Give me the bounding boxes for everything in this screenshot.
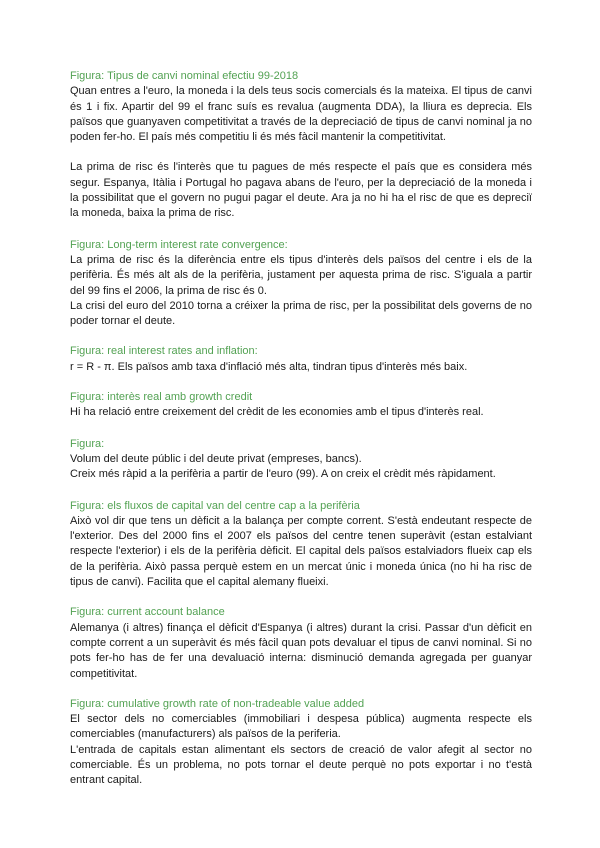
paragraph: Alemanya (i altres) finança el dèficit d'Espanya (i altres) durant la crisi. Passar d'un dèficit en compte corrent a un superàvit és més fàcil quan pots devaluar el tipus de canvi nominal. Si no pots fer-ho has de fer una devaluació interna: disminució demanda agregada per guanyar competitivitat.	[70, 621, 532, 680]
paragraph: Volum del deute públic i del deute privat (empreses, bancs).	[70, 452, 362, 465]
figure-heading: Figura:	[70, 437, 105, 450]
section-volum-deute	[70, 437, 532, 483]
paragraph: La crisi del euro del 2010 torna a créixer la prima de risc, per la possibilitat dels governs de no poder tornar el deute.	[70, 299, 532, 328]
figure-heading: Figura: interès real amb growth credit	[70, 391, 253, 404]
section-long-term-interest-rate	[70, 238, 532, 330]
section-interes-real-growth-credit	[70, 390, 532, 421]
paragraph: r = R - π. Els països amb taxa d'inflació més alta, tindran tipus d'interès més baix.	[70, 360, 468, 373]
paragraph: La prima de risc és la diferència entre els tipus d'interès dels països del centre i els de la perifèria. És més alt als de la perifèria, justament per aquesta prima de risc. S'iguala a partir del 99 fins el 2006, la prima de risc és 0.	[70, 253, 532, 297]
figure-heading: Figura: Long-term interest rate convergence:	[70, 238, 288, 251]
section-tipus-canvi-nominal	[70, 69, 532, 145]
paragraph: Això vol dir que tens un dèficit a la balança per compte corrent. S'està endeutant respecte de l'exterior. Des del 2000 fins el 2007 els països del centre tenen superàvit (estan estalviant respecte l'exterior) i els de la perifèria dèficit. El capital dels països estalviadors flueix cap els de la perifèria. Això passa perquè estem en un mercat únic i moneda única (no hi ha risc de tipus de canvi). Facilita que el capital alemany flueixi.	[70, 514, 532, 589]
section-prima-de-risc	[70, 160, 532, 221]
section-current-account-balance	[70, 605, 532, 681]
figure-heading: Figura: Tipus de canvi nominal efectiu 99-2018	[70, 70, 299, 82]
paragraph: L'entrada de capitals estan alimentant els sectors de creació de valor afegit al sector no comerciable. És un problema, no pots tornar el deute perquè no pots exportar i no t'està entrant capital.	[70, 743, 532, 787]
figure-heading: Figura: els fluxos de capital van del centre cap a la perifèria	[70, 499, 360, 512]
section-real-interest-rates-inflation	[70, 344, 532, 375]
figure-heading: Figura: cumulative growth rate of non-tradeable value added	[70, 697, 365, 710]
paragraph: Hi ha relació entre creixement del crèdit de les economies amb el tipus d'interès real.	[70, 406, 484, 419]
paragraph: La prima de risc és l'interès que tu pagues de més respecte el país que es considera més segur. Espanya, Itàlia i Portugal ho pagava abans de l'euro, per la depreciació de la moneda i la possibilitat que el govern no pugui pagar el deute. Ara ja no hi ha el risc de que es depreciï la moneda, baixa la prima de risc.	[70, 161, 532, 220]
figure-heading: Figura: current account balance	[70, 606, 225, 619]
paragraph: El sector dels no comerciables (immobiliari i despesa pública) augmenta respecte els comerciables (manufacturers) als països de la periferia.	[70, 713, 532, 741]
section-fluxos-de-capital	[70, 499, 532, 591]
figure-heading: Figura: real interest rates and inflation:	[70, 345, 258, 358]
paragraph: Creix més ràpid a la perifèria a partir de l'euro (99). A on creix el crèdit més ràpidament.	[70, 468, 496, 481]
section-non-tradeable-value-added	[70, 697, 532, 789]
paragraph: Quan entres a l'euro, la moneda i la dels teus socis comercials és la mateixa. El tipus de canvi és 1 i fix. Apartir del 99 el franc suís es revalua (augmenta DDA), la lliura es deprecia. Els països que guanyaven competitivitat a través de la depreciació de tipus de canvi nominal ja no poden fer-ho. El país més competitiu li és més fàcil mantenir la competitivitat.	[70, 85, 532, 144]
